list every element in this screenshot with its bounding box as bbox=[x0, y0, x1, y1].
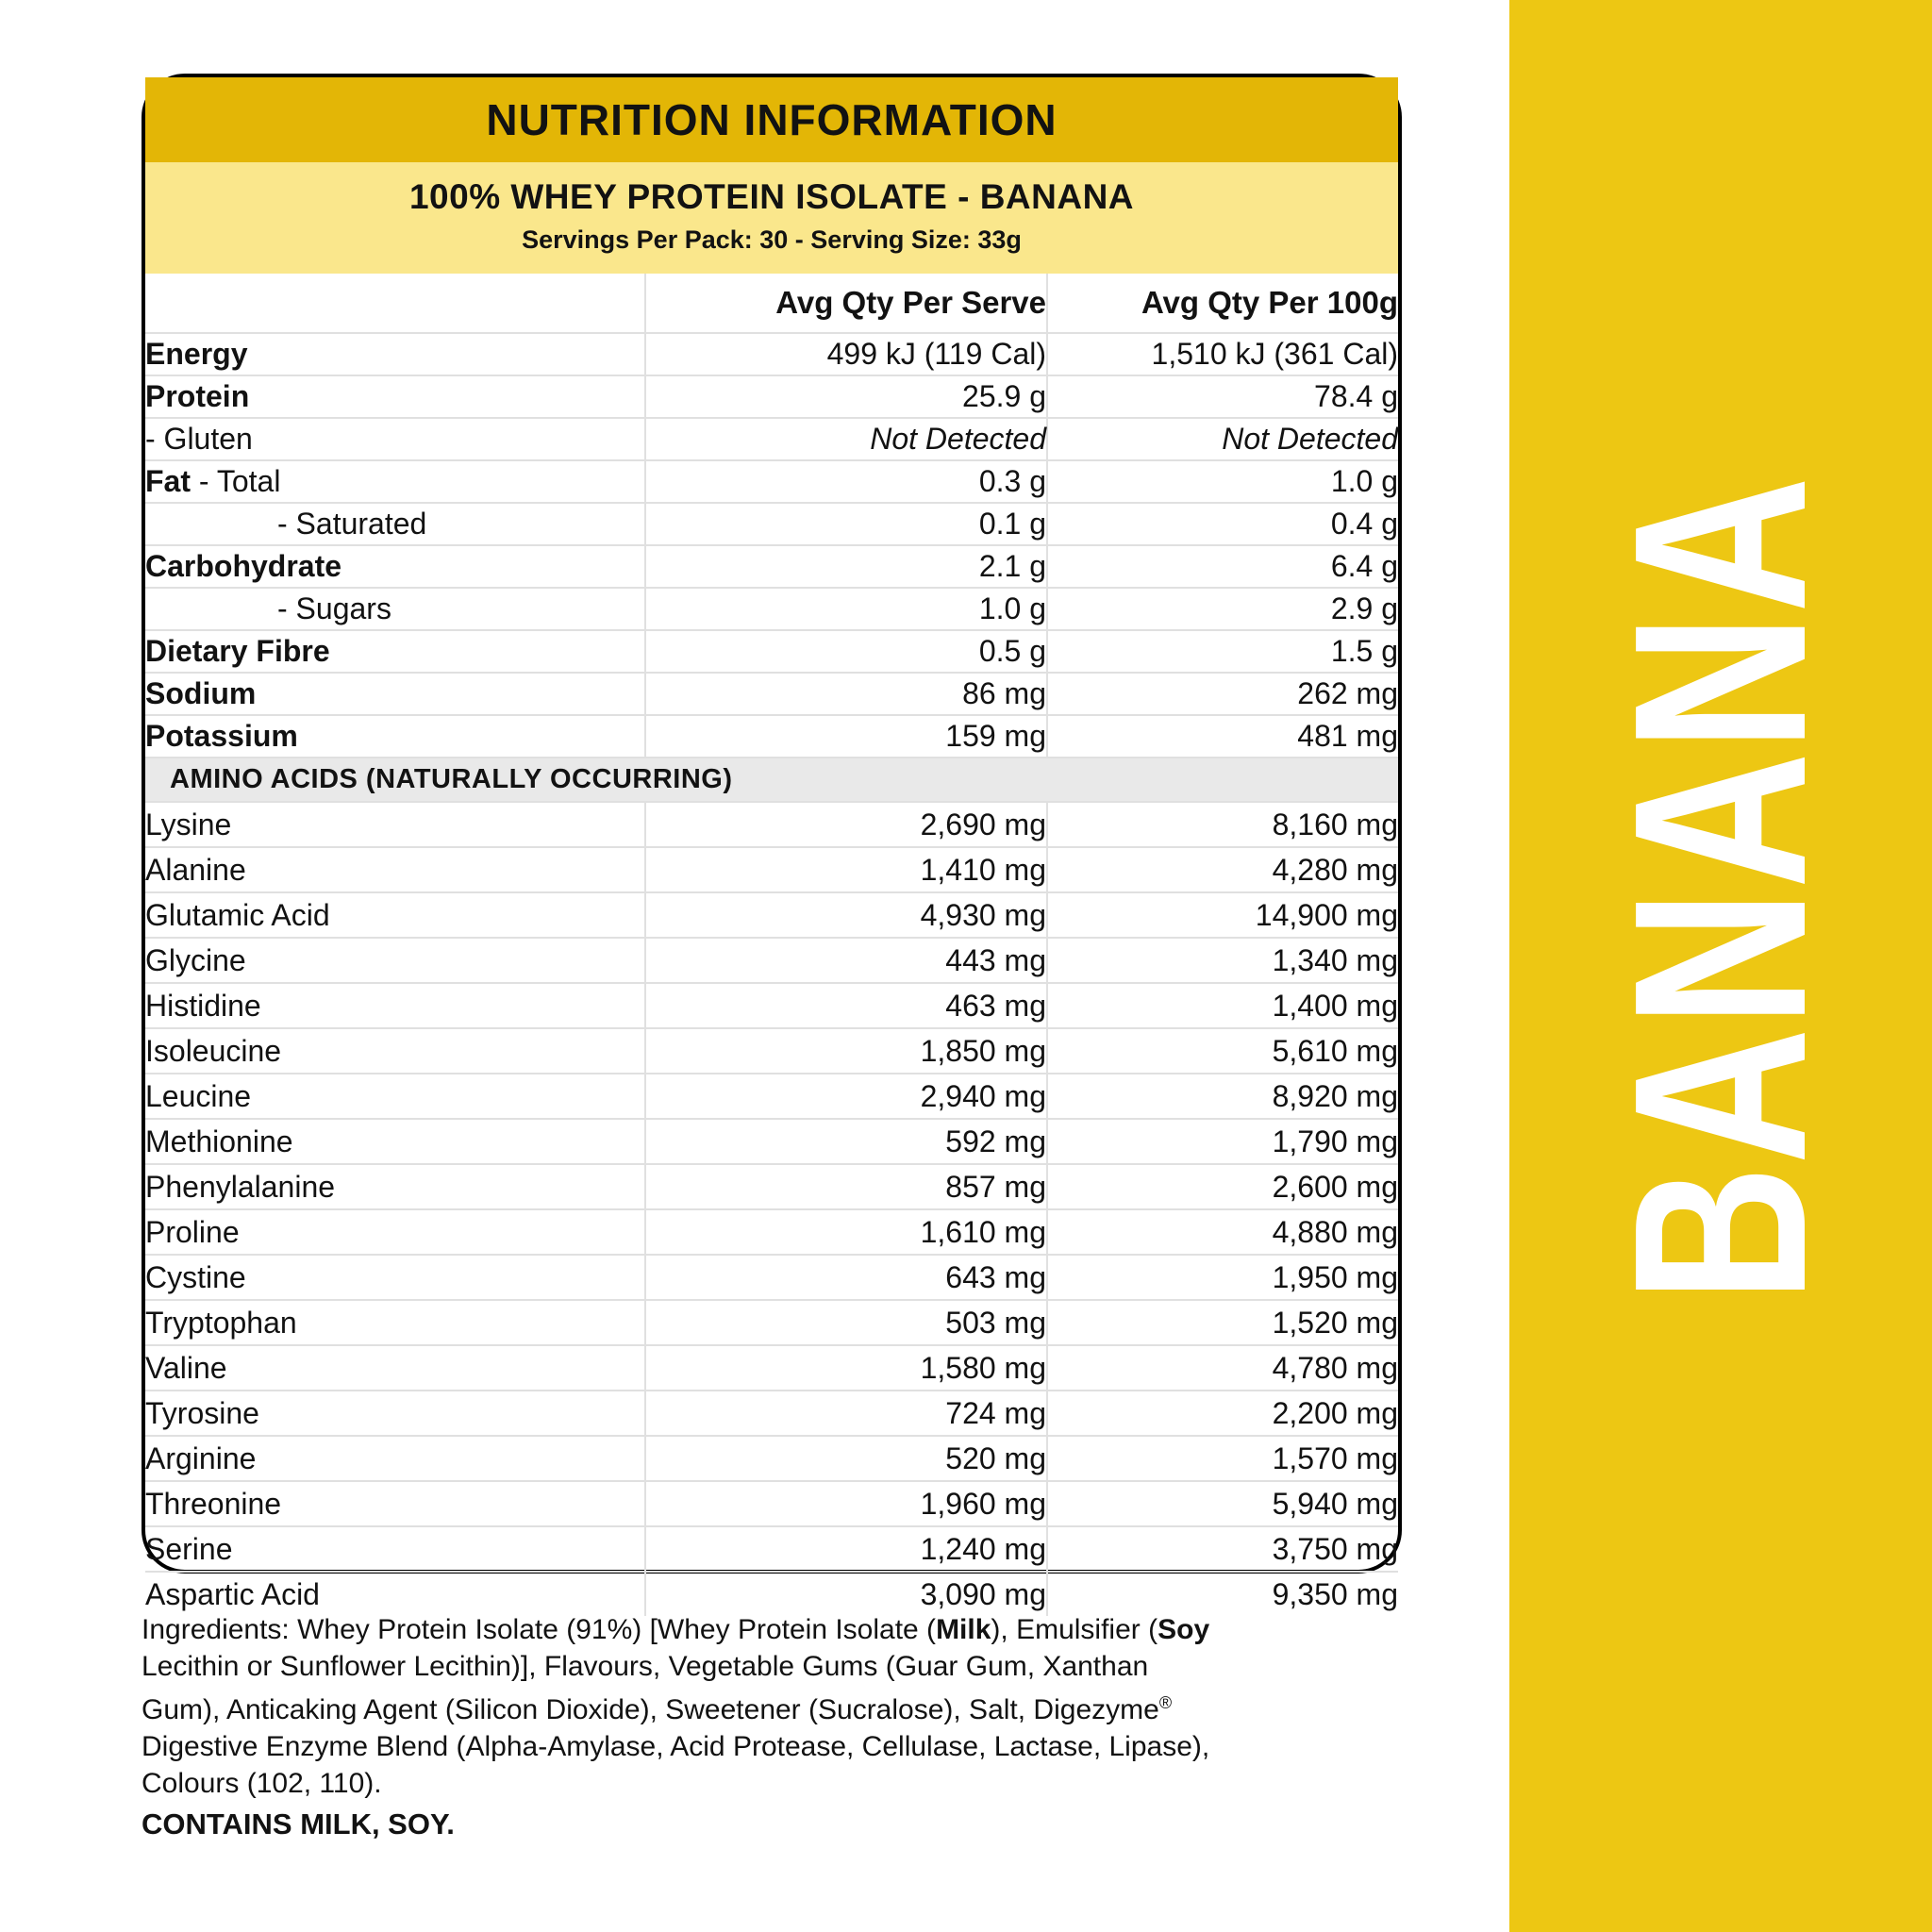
nutrient-label bbox=[145, 715, 645, 758]
ingredients-segment: Ingredients: Whey Protein Isolate (91%) [Whey Protein Isolate ( bbox=[142, 1614, 937, 1645]
per-100g-value: 1,340 mg bbox=[1047, 938, 1398, 983]
table-header bbox=[145, 274, 1398, 333]
amino-acid-row bbox=[145, 983, 1398, 1028]
product-name: 100% WHEY PROTEIN ISOLATE - BANANA bbox=[408, 177, 1135, 216]
nutrient-label-strong: Carbohydrate bbox=[145, 549, 342, 583]
amino-acid-label: Lysine bbox=[145, 802, 645, 847]
per-100g-value: 1.0 g bbox=[1047, 460, 1398, 503]
amino-acid-label: Methionine bbox=[145, 1119, 645, 1164]
nutrient-row bbox=[145, 715, 1398, 758]
nutrient-label-plain: - Sugars bbox=[277, 591, 391, 625]
nutrient-label-strong: Sodium bbox=[145, 676, 257, 710]
ingredients-text bbox=[142, 1611, 1226, 1802]
amino-acid-label: Serine bbox=[145, 1526, 645, 1572]
per-serve-value: 2,690 mg bbox=[645, 802, 1047, 847]
per-100g-value: 0.4 g bbox=[1047, 503, 1398, 545]
per-serve-value: 1,410 mg bbox=[645, 847, 1047, 892]
ingredients-segment: Lecithin or Sunflower Lecithin)], Flavours, Vegetable Gums (Guar Gum, Xanthan Gum), Anticaking Agent (Silicon Dioxide), Sweetener (Sucralose), Salt, Digezyme bbox=[142, 1651, 1159, 1725]
nutrient-row bbox=[145, 333, 1398, 375]
nutrient-row bbox=[145, 460, 1398, 503]
nutrient-label-plain: - Total bbox=[191, 464, 281, 498]
per-serve-value: 1.0 g bbox=[645, 588, 1047, 630]
nutrient-label bbox=[145, 545, 645, 588]
amino-acid-row bbox=[145, 1028, 1398, 1074]
flavor-sidebar bbox=[1509, 0, 1932, 1932]
per-serve-value: 724 mg bbox=[645, 1391, 1047, 1436]
registered-mark: ® bbox=[1158, 1693, 1173, 1712]
per-serve-value: 643 mg bbox=[645, 1255, 1047, 1300]
amino-acid-row bbox=[145, 938, 1398, 983]
amino-acid-row bbox=[145, 1074, 1398, 1119]
per-100g-value: 5,940 mg bbox=[1047, 1481, 1398, 1526]
per-100g-value: 1,790 mg bbox=[1047, 1119, 1398, 1164]
per-serve-column-header: Avg Qty Per Serve bbox=[645, 274, 1047, 333]
amino-acid-label: Valine bbox=[145, 1345, 645, 1391]
per-100g-value: 2,200 mg bbox=[1047, 1391, 1398, 1436]
per-serve-value: 4,930 mg bbox=[645, 892, 1047, 938]
amino-acid-row bbox=[145, 1526, 1398, 1572]
per-serve-value: 86 mg bbox=[645, 673, 1047, 715]
per-100g-value: 4,880 mg bbox=[1047, 1209, 1398, 1255]
per-100g-value: 78.4 g bbox=[1047, 375, 1398, 418]
per-serve-value: 499 kJ (119 Cal) bbox=[645, 333, 1047, 375]
table-body bbox=[145, 333, 1398, 1616]
per-100g-value: 4,280 mg bbox=[1047, 847, 1398, 892]
nutrient-label bbox=[145, 630, 645, 673]
nutrient-label bbox=[145, 460, 645, 503]
per-serve-value: 520 mg bbox=[645, 1436, 1047, 1481]
amino-acid-row bbox=[145, 1436, 1398, 1481]
per-serve-value: 2,940 mg bbox=[645, 1074, 1047, 1119]
nutrient-label bbox=[145, 673, 645, 715]
nutrient-row bbox=[145, 545, 1398, 588]
per-serve-value: 1,960 mg bbox=[645, 1481, 1047, 1526]
amino-acid-row bbox=[145, 892, 1398, 938]
per-100g-value: 14,900 mg bbox=[1047, 892, 1398, 938]
nutrient-label-strong: Protein bbox=[145, 379, 250, 413]
nutrient-row bbox=[145, 630, 1398, 673]
per-100g-value: 1.5 g bbox=[1047, 630, 1398, 673]
nutrition-table bbox=[145, 274, 1398, 1616]
nutrient-label bbox=[145, 588, 645, 630]
nutrient-label-strong: Dietary Fibre bbox=[145, 634, 330, 668]
amino-acid-label: Proline bbox=[145, 1209, 645, 1255]
amino-acids-section-title: AMINO ACIDS (NATURALLY OCCURRING) bbox=[145, 758, 1398, 802]
amino-acids-section-header bbox=[145, 758, 1398, 802]
per-100g-value: 1,510 kJ (361 Cal) bbox=[1047, 333, 1398, 375]
amino-acid-row bbox=[145, 847, 1398, 892]
nutrient-label bbox=[145, 375, 645, 418]
amino-acid-row bbox=[145, 1300, 1398, 1345]
panel-header bbox=[145, 77, 1398, 162]
per-100g-value: 1,400 mg bbox=[1047, 983, 1398, 1028]
allergen-bold-text: Milk bbox=[936, 1614, 991, 1645]
per-serve-value: 3,090 mg bbox=[645, 1572, 1047, 1616]
servings-info: Servings Per Pack: 30 - Serving Size: 33g bbox=[522, 225, 1022, 254]
row-label-column-header bbox=[145, 274, 645, 333]
flavor-name: BANANA bbox=[1584, 475, 1857, 1303]
per-100g-value: 481 mg bbox=[1047, 715, 1398, 758]
per-serve-value: 503 mg bbox=[645, 1300, 1047, 1345]
per-100g-value: 262 mg bbox=[1047, 673, 1398, 715]
nutrient-row bbox=[145, 503, 1398, 545]
ingredients-segment: Digestive Enzyme Blend (Alpha-Amylase, Acid Protease, Cellulase, Lactase, Lipase), Colours (102, 110). bbox=[142, 1731, 1210, 1799]
per-serve-value: 1,610 mg bbox=[645, 1209, 1047, 1255]
nutrient-row bbox=[145, 418, 1398, 460]
per-100g-value: 1,570 mg bbox=[1047, 1436, 1398, 1481]
amino-acid-label: Aspartic Acid bbox=[145, 1572, 645, 1616]
per-100g-value: 2.9 g bbox=[1047, 588, 1398, 630]
amino-acid-label: Cystine bbox=[145, 1255, 645, 1300]
nutrient-label-plain: - Saturated bbox=[277, 507, 427, 541]
per-serve-value: 0.1 g bbox=[645, 503, 1047, 545]
panel-subheader bbox=[145, 162, 1398, 274]
panel-title: NUTRITION INFORMATION bbox=[486, 95, 1058, 144]
amino-acid-row bbox=[145, 1209, 1398, 1255]
nutrient-row bbox=[145, 588, 1398, 630]
amino-acid-row bbox=[145, 1391, 1398, 1436]
per-serve-value: 1,580 mg bbox=[645, 1345, 1047, 1391]
nutrient-label-plain: - Gluten bbox=[145, 422, 253, 456]
nutrient-label-strong: Energy bbox=[145, 337, 248, 371]
amino-acid-label: Isoleucine bbox=[145, 1028, 645, 1074]
per-100g-value: 4,780 mg bbox=[1047, 1345, 1398, 1391]
per-serve-value: 2.1 g bbox=[645, 545, 1047, 588]
amino-acid-label: Arginine bbox=[145, 1436, 645, 1481]
per-serve-value: 159 mg bbox=[645, 715, 1047, 758]
nutrient-label bbox=[145, 503, 645, 545]
per-serve-value: 0.5 g bbox=[645, 630, 1047, 673]
ingredients-segment: ), Emulsifier ( bbox=[991, 1614, 1158, 1645]
per-serve-value: Not Detected bbox=[645, 418, 1047, 460]
per-100g-value: 5,610 mg bbox=[1047, 1028, 1398, 1074]
nutrient-row bbox=[145, 673, 1398, 715]
per-serve-value: 25.9 g bbox=[645, 375, 1047, 418]
per-100g-value: 3,750 mg bbox=[1047, 1526, 1398, 1572]
nutrient-label bbox=[145, 418, 645, 460]
per-serve-value: 1,240 mg bbox=[645, 1526, 1047, 1572]
amino-acid-row bbox=[145, 1572, 1398, 1616]
amino-acid-label: Glycine bbox=[145, 938, 645, 983]
nutrient-label-strong: Fat bbox=[145, 464, 191, 498]
per-100g-value: 9,350 mg bbox=[1047, 1572, 1398, 1616]
amino-acid-label: Tyrosine bbox=[145, 1391, 645, 1436]
nutrient-label bbox=[145, 333, 645, 375]
per-100g-value: 8,920 mg bbox=[1047, 1074, 1398, 1119]
per-100g-value: 2,600 mg bbox=[1047, 1164, 1398, 1209]
nutrition-panel bbox=[142, 74, 1402, 1611]
amino-acid-label: Phenylalanine bbox=[145, 1164, 645, 1209]
per-100g-value: 6.4 g bbox=[1047, 545, 1398, 588]
per-serve-value: 592 mg bbox=[645, 1119, 1047, 1164]
allergen-bold-text: Soy bbox=[1158, 1614, 1210, 1645]
amino-acid-row bbox=[145, 1345, 1398, 1391]
per-serve-value: 1,850 mg bbox=[645, 1028, 1047, 1074]
allergen-statement: CONTAINS MILK, SOY. bbox=[142, 1807, 455, 1840]
table-header-row bbox=[145, 274, 1398, 333]
per-100g-column-header: Avg Qty Per 100g bbox=[1047, 274, 1398, 333]
amino-acid-label: Glutamic Acid bbox=[145, 892, 645, 938]
amino-acid-label: Histidine bbox=[145, 983, 645, 1028]
amino-acid-row bbox=[145, 1255, 1398, 1300]
per-serve-value: 463 mg bbox=[645, 983, 1047, 1028]
per-serve-value: 857 mg bbox=[645, 1164, 1047, 1209]
amino-acid-row bbox=[145, 802, 1398, 847]
per-100g-value: 8,160 mg bbox=[1047, 802, 1398, 847]
amino-acid-row bbox=[145, 1481, 1398, 1526]
amino-acid-row bbox=[145, 1119, 1398, 1164]
amino-acid-label: Leucine bbox=[145, 1074, 645, 1119]
per-serve-value: 0.3 g bbox=[645, 460, 1047, 503]
amino-acid-label: Alanine bbox=[145, 847, 645, 892]
amino-acid-label: Threonine bbox=[145, 1481, 645, 1526]
amino-acid-label: Tryptophan bbox=[145, 1300, 645, 1345]
nutrient-label-strong: Potassium bbox=[145, 719, 298, 753]
per-100g-value: Not Detected bbox=[1047, 418, 1398, 460]
per-serve-value: 443 mg bbox=[645, 938, 1047, 983]
amino-acid-row bbox=[145, 1164, 1398, 1209]
per-100g-value: 1,950 mg bbox=[1047, 1255, 1398, 1300]
per-100g-value: 1,520 mg bbox=[1047, 1300, 1398, 1345]
nutrient-row bbox=[145, 375, 1398, 418]
